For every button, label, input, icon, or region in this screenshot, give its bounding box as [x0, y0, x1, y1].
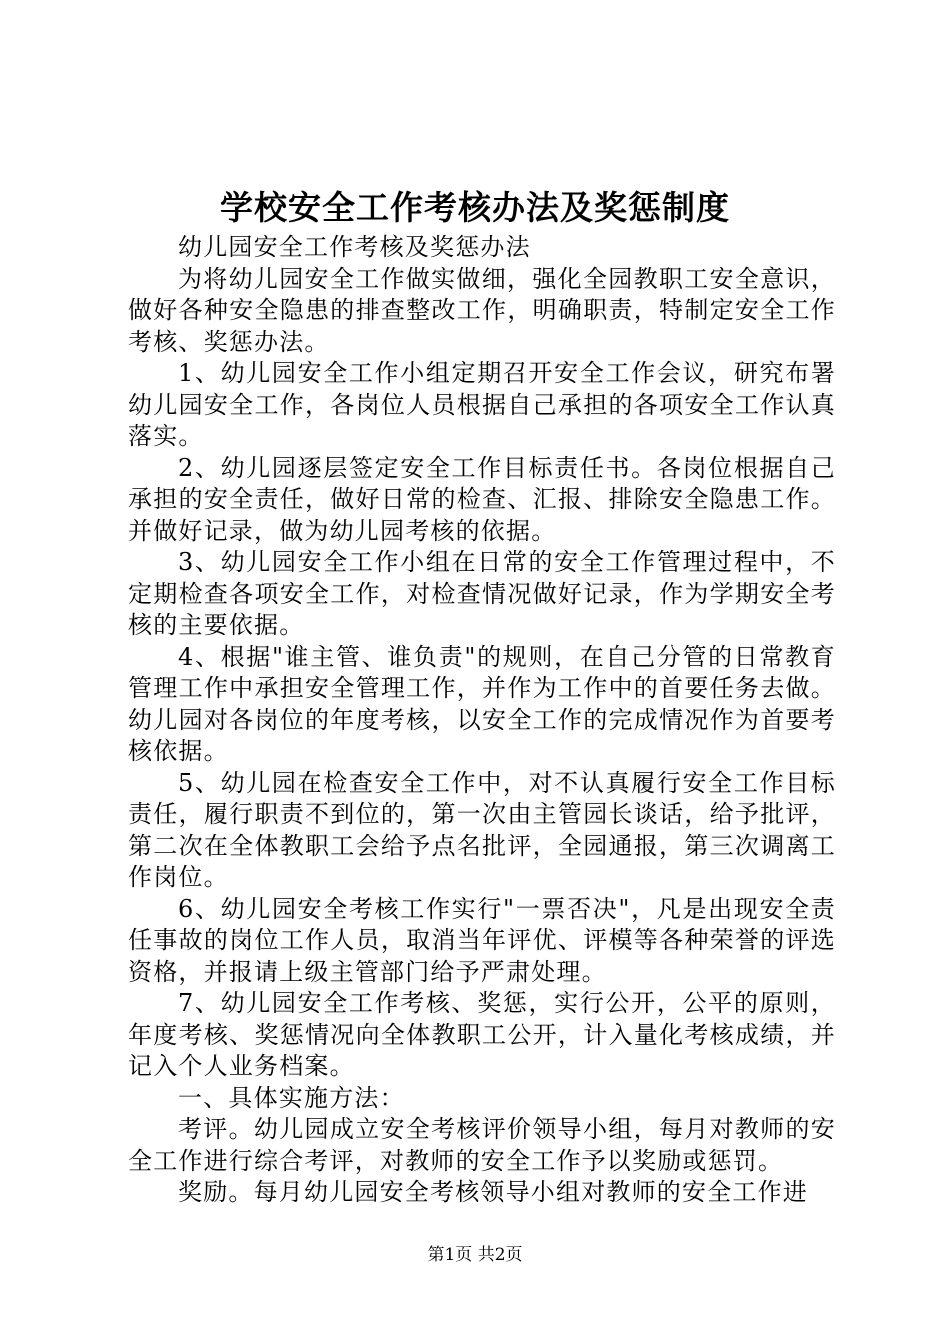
- paragraph-intro: 为将幼儿园安全工作做实做细，强化全园教职工安全意识，做好各种安全隐患的排查整改工作，明确职责，特制定安全工作考核、奖惩办法。: [128, 264, 836, 356]
- paragraph-item-6: 6、幼儿园安全考核工作实行"一票否决"，凡是出现安全责任事故的岗位工作人员，取消当年评优、评模等各种荣誉的评选资格，并报请上级主管部门给予严肃处理。: [128, 894, 836, 986]
- document-title: 学校安全工作考核办法及奖惩制度: [220, 188, 730, 227]
- page-number: 第1页 共2页: [427, 1245, 523, 1265]
- paragraph-item-3: 3、幼儿园安全工作小组在日常的安全工作管理过程中，不定期检查各项安全工作，对检查情况做好记录，作为学期安全考核的主要依据。: [128, 548, 836, 639]
- document-body: [128, 232, 836, 1209]
- paragraph-item-7: 7、幼儿园安全工作考核、奖惩，实行公开，公平的原则，年度考核、奖惩情况向全体教职工公开，计入量化考核成绩，并记入个人业务档案。: [128, 989, 836, 1080]
- paragraph-reward: 奖励。每月幼儿园安全考核领导小组对教师的安全工作进: [178, 1178, 808, 1206]
- paragraph-item-4: 4、根据"谁主管、谁负责"的规则，在自己分管的日常教育管理工作中承担安全管理工作，并作为工作中的首要任务去做。幼儿园对各岗位的年度考核，以安全工作的完成情况作为首要考核依据。: [128, 642, 836, 765]
- paragraph-evaluation: 考评。幼儿园成立安全考核评价领导小组，每月对教师的安全工作进行综合考评，对教师的安全工作予以奖励或惩罚。: [128, 1115, 836, 1175]
- paragraph-item-2: 2、幼儿园逐层签定安全工作目标责任书。各岗位根据自己承担的安全责任，做好日常的检查、汇报、排除安全隐患工作。并做好记录，做为幼儿园考核的依据。: [128, 453, 836, 545]
- section-heading: 一、具体实施方法：: [178, 1083, 405, 1112]
- paragraph-subtitle: 幼儿园安全工作考核及奖惩办法: [178, 233, 531, 261]
- paragraph-item-1: 1、幼儿园安全工作小组定期召开安全工作会议，研究布署幼儿园安全工作，各岗位人员根据自己承担的各项安全工作认真落实。: [128, 359, 836, 450]
- paragraph-item-5: 5、幼儿园在检查安全工作中，对不认真履行安全工作目标责任，履行职责不到位的，第一次由主管园长谈话，给予批评，第二次在全体教职工会给予点名批评，全园通报，第三次调离工作岗位。: [128, 768, 836, 891]
